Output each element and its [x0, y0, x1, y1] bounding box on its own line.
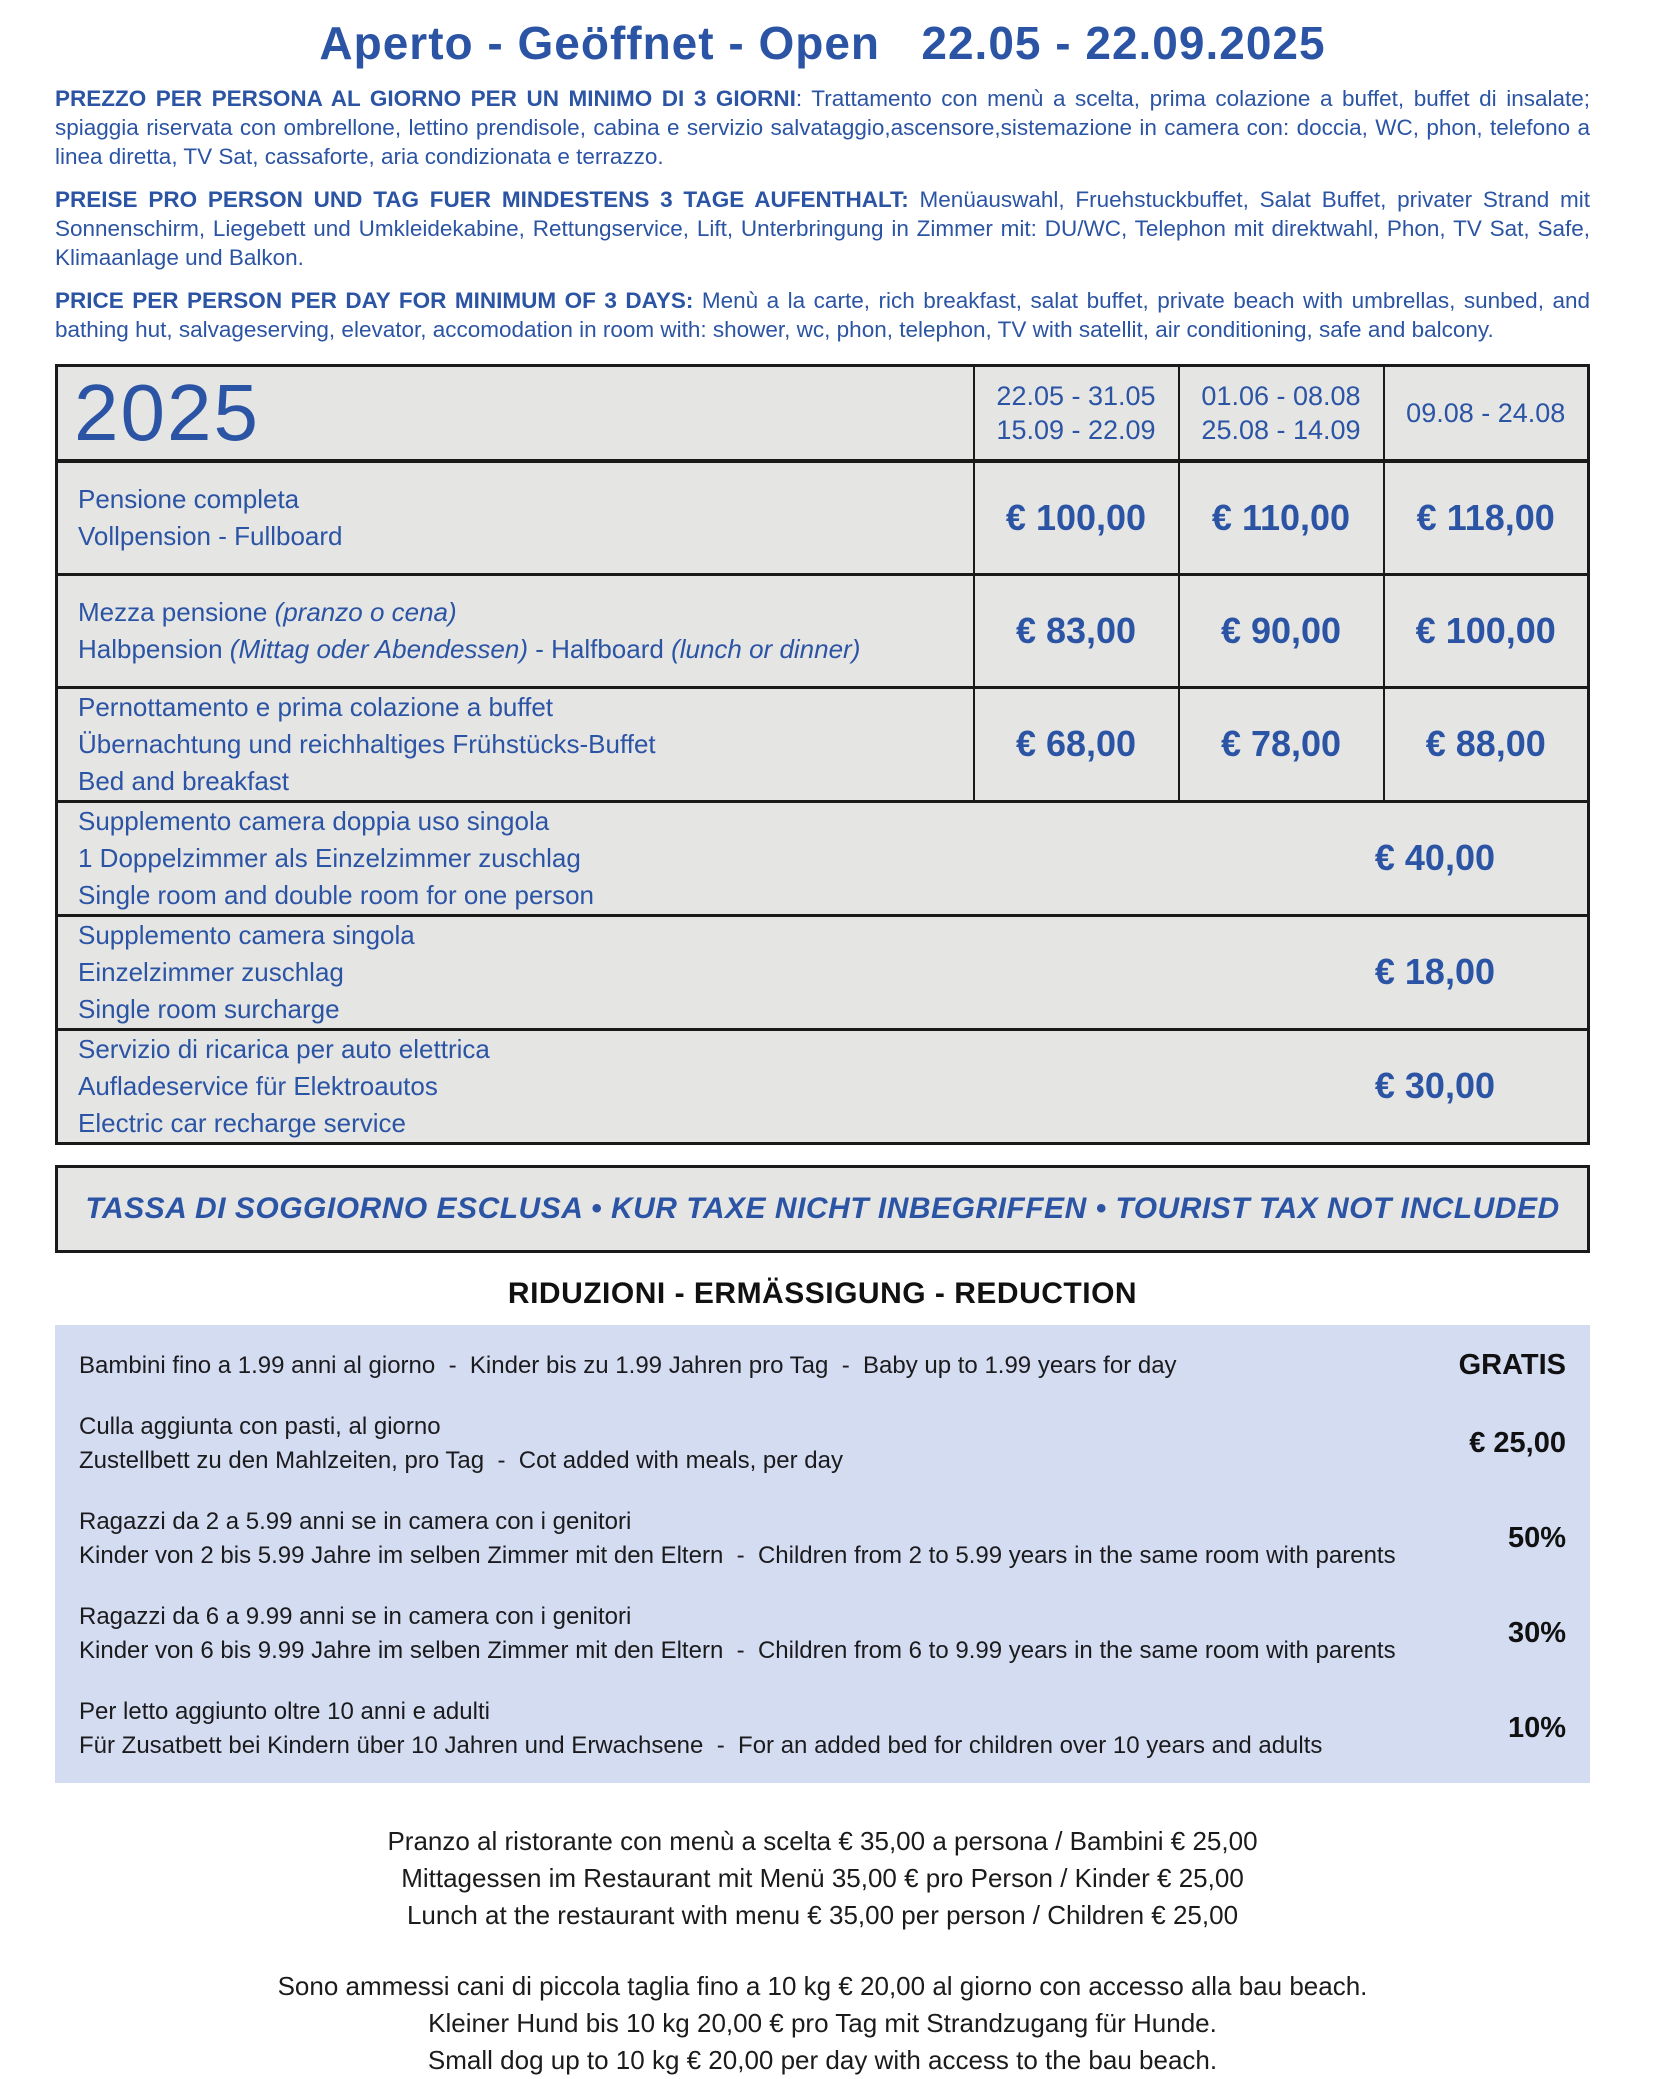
- reduction-value: 10%: [1507, 1712, 1566, 1744]
- reduction-row-baby: [79, 1349, 1566, 1383]
- season-2-line-2: 25.08 - 14.09: [1201, 415, 1361, 445]
- price-table: [55, 364, 1590, 1145]
- season-1-line-2: 15.09 - 22.09: [996, 415, 1156, 445]
- price-cell: € 83,00: [974, 574, 1179, 687]
- table-row-halfboard: [57, 574, 1589, 687]
- price-cell: € 100,00: [974, 461, 1179, 574]
- tourist-tax-banner: [55, 1165, 1590, 1253]
- supplement-line: Einzelzimmer zuschlag: [78, 956, 344, 987]
- price-cell: € 110,00: [1179, 461, 1384, 574]
- reduction-line: Bambini fino a 1.99 anni al giorno - Kinder bis zu 1.99 Jahren pro Tag - Baby up to 1.99 years for day: [79, 1351, 1177, 1379]
- supplement-line: Single room surcharge: [78, 993, 340, 1024]
- season-column-2: [1179, 366, 1384, 462]
- supplement-label: [58, 917, 415, 1028]
- supplement-line: Supplemento camera singola: [78, 919, 415, 950]
- intro-paragraph-german: [55, 185, 1590, 272]
- reduction-row-children-2-5: [79, 1505, 1566, 1573]
- year-label: 2025: [57, 366, 974, 462]
- reduction-line: Ragazzi da 6 a 9.99 anni se in camera con i genitori: [79, 1602, 632, 1630]
- reduction-value: 50%: [1507, 1522, 1566, 1554]
- intro-text-english: Menù a la carte, rich breakfast, salat buffet, private beach with umbrellas, sunbed, and bathing hut, salvageserving, elevator, accomodation in room with: shower, wc, phon, telephon, TV with satellit, air conditioning, safe and balcony.: [55, 288, 1590, 342]
- page-title: Aperto - Geöffnet - Open 22.05 - 22.09.2025: [319, 17, 1326, 69]
- season-column-3: [1384, 366, 1589, 462]
- supplement-price: € 30,00: [1374, 1065, 1495, 1106]
- supplement-line: Supplemento camera doppia uso singola: [78, 805, 550, 836]
- dog-note-line-italian: Sono ammessi cani di piccola taglia fino a 10 kg € 20,00 al giorno con accesso alla bau beach.: [277, 1970, 1368, 2001]
- reductions-panel: [55, 1325, 1590, 1783]
- intro-lead-english: PRICE PER PERSON PER DAY FOR MINIMUM OF 3 DAYS:: [55, 288, 694, 313]
- row-label-line: Bed and breakfast: [78, 765, 290, 796]
- supplement-label: [58, 1031, 490, 1142]
- reduction-label: [79, 1505, 1396, 1573]
- row-label-line: Halbpension (Mittag oder Abendessen) - Halfboard (lunch or dinner): [78, 633, 861, 664]
- supplement-line: 1 Doppelzimmer als Einzelzimmer zuschlag: [78, 842, 581, 873]
- supplement-line: Aufladeservice für Elektroautos: [78, 1070, 438, 1101]
- intro-text-german: Menüauswahl, Fruehstuckbuffet, Salat Buffet, privater Strand mit Sonnenschirm, Liegebett und Umkleidekabine, Rettungservice, Lift, Unterbringung in Zimmer mit: DU/WC, Telephon mit direktwahl, Phon, TV Sat, Safe, Klimaanlage und Balkon.: [55, 187, 1590, 270]
- dog-note-line-german: Kleiner Hund bis 10 kg 20,00 € pro Tag mit Strandzugang für Hunde.: [428, 2007, 1217, 2038]
- row-label-line: Pernottamento e prima colazione a buffet: [78, 691, 554, 722]
- row-label-halfboard: [57, 574, 974, 687]
- reduction-line: Kinder von 2 bis 5.99 Jahre im selben Zimmer mit den Eltern - Children from 2 to 5.99 years in the same room with parents: [79, 1541, 1396, 1569]
- table-row-car-recharge: [57, 1029, 1589, 1143]
- season-2-line-1: 01.06 - 08.08: [1201, 381, 1361, 411]
- intro-paragraph-italian: [55, 84, 1590, 171]
- supplement-price: € 40,00: [1374, 837, 1495, 878]
- intro-paragraph-english: [55, 286, 1590, 344]
- reduction-line: Kinder von 6 bis 9.99 Jahre im selben Zimmer mit den Eltern - Children from 6 to 9.99 years in the same room with parents: [79, 1636, 1396, 1664]
- lunch-note-line-english: Lunch at the restaurant with menu € 35,00 per person / Children € 25,00: [406, 1899, 1239, 1930]
- reduction-line: Ragazzi da 2 a 5.99 anni se in camera con i genitori: [79, 1507, 632, 1535]
- reduction-label: [79, 1349, 1177, 1383]
- row-label-line: Pensione completa: [78, 483, 300, 514]
- reductions-title: RIDUZIONI - ERMÄSSIGUNG - REDUCTION: [507, 1276, 1138, 1310]
- lunch-note-line-german: Mittagessen im Restaurant mit Menü 35,00 € pro Person / Kinder € 25,00: [401, 1862, 1244, 1893]
- intro-lead-italian: PREZZO PER PERSONA AL GIORNO PER UN MINIMO DI 3 GIORNI: [55, 86, 796, 111]
- reduction-line: Zustellbett zu den Mahlzeiten, pro Tag - Cot added with meals, per day: [79, 1446, 843, 1474]
- price-cell: € 100,00: [1384, 574, 1589, 687]
- row-label-fullboard: [57, 461, 974, 574]
- row-label-line: Übernachtung und reichhaltiges Frühstücks-Buffet: [78, 728, 656, 759]
- season-column-1: [974, 366, 1179, 462]
- supplement-label: [58, 803, 594, 914]
- dog-note: [55, 1968, 1590, 2079]
- supplement-line: Servizio di ricarica per auto elettrica: [78, 1033, 490, 1064]
- reduction-row-added-bed: [79, 1695, 1566, 1763]
- season-3-line-1: 09.08 - 24.08: [1406, 398, 1566, 428]
- intro-lead-german: PREISE PRO PERSON UND TAG FUER MINDESTENS 3 TAGE AUFENTHALT:: [55, 187, 909, 212]
- row-label-bed-and-breakfast: [57, 687, 974, 801]
- reduction-label: [79, 1600, 1396, 1668]
- reduction-value: € 25,00: [1469, 1427, 1566, 1459]
- reduction-label: [79, 1410, 843, 1478]
- price-cell: € 68,00: [974, 687, 1179, 801]
- reduction-line: Für Zusatbett bei Kindern über 10 Jahren und Erwachsene - For an added bed for children over 10 years and adults: [79, 1731, 1323, 1759]
- table-row-fullboard: [57, 461, 1589, 574]
- price-cell: € 88,00: [1384, 687, 1589, 801]
- reduction-line: Culla aggiunta con pasti, al giorno: [79, 1412, 441, 1440]
- price-table-header-row: [57, 366, 1589, 462]
- intro-text-italian: : Trattamento con menù a scelta, prima colazione a buffet, buffet di insalate; spiaggia riservata con ombrellone, lettino prendisole, cabina e servizio salvataggio,ascensore,sistemazione in camera con: doccia, WC, phon, telefono a linea diretta, TV Sat, cassaforte, aria condizionata e terrazzo.: [55, 86, 1591, 169]
- price-cell: € 118,00: [1384, 461, 1589, 574]
- reduction-value: GRATIS: [1458, 1349, 1566, 1381]
- lunch-note-line-italian: Pranzo al ristorante con menù a scelta € 35,00 a persona / Bambini € 25,00: [387, 1825, 1258, 1856]
- tourist-tax-banner-text: TASSA DI SOGGIORNO ESCLUSA • KUR TAXE NICHT INBEGRIFFEN • TOURIST TAX NOT INCLUDED: [85, 1191, 1560, 1225]
- reduction-row-children-6-9: [79, 1600, 1566, 1668]
- reduction-value: 30%: [1507, 1617, 1566, 1649]
- reduction-label: [79, 1695, 1322, 1763]
- dog-note-line-english: Small dog up to 10 kg € 20,00 per day with access to the bau beach.: [427, 2044, 1218, 2075]
- reduction-row-cot: [79, 1410, 1566, 1478]
- row-label-line: Vollpension - Fullboard: [78, 520, 343, 551]
- supplement-line: Single room and double room for one person: [78, 879, 594, 910]
- season-1-line-1: 22.05 - 31.05: [996, 381, 1156, 411]
- reduction-line: Per letto aggiunto oltre 10 anni e adulti: [79, 1697, 490, 1725]
- lunch-note: [55, 1823, 1590, 1934]
- table-row-single-use-double: [57, 801, 1589, 915]
- table-row-single-room: [57, 915, 1589, 1029]
- price-cell: € 78,00: [1179, 687, 1384, 801]
- table-row-bed-and-breakfast: [57, 687, 1589, 801]
- row-label-line: Mezza pensione (pranzo o cena): [78, 596, 457, 627]
- price-cell: € 90,00: [1179, 574, 1384, 687]
- supplement-line: Electric car recharge service: [78, 1107, 406, 1138]
- supplement-price: € 18,00: [1374, 951, 1495, 992]
